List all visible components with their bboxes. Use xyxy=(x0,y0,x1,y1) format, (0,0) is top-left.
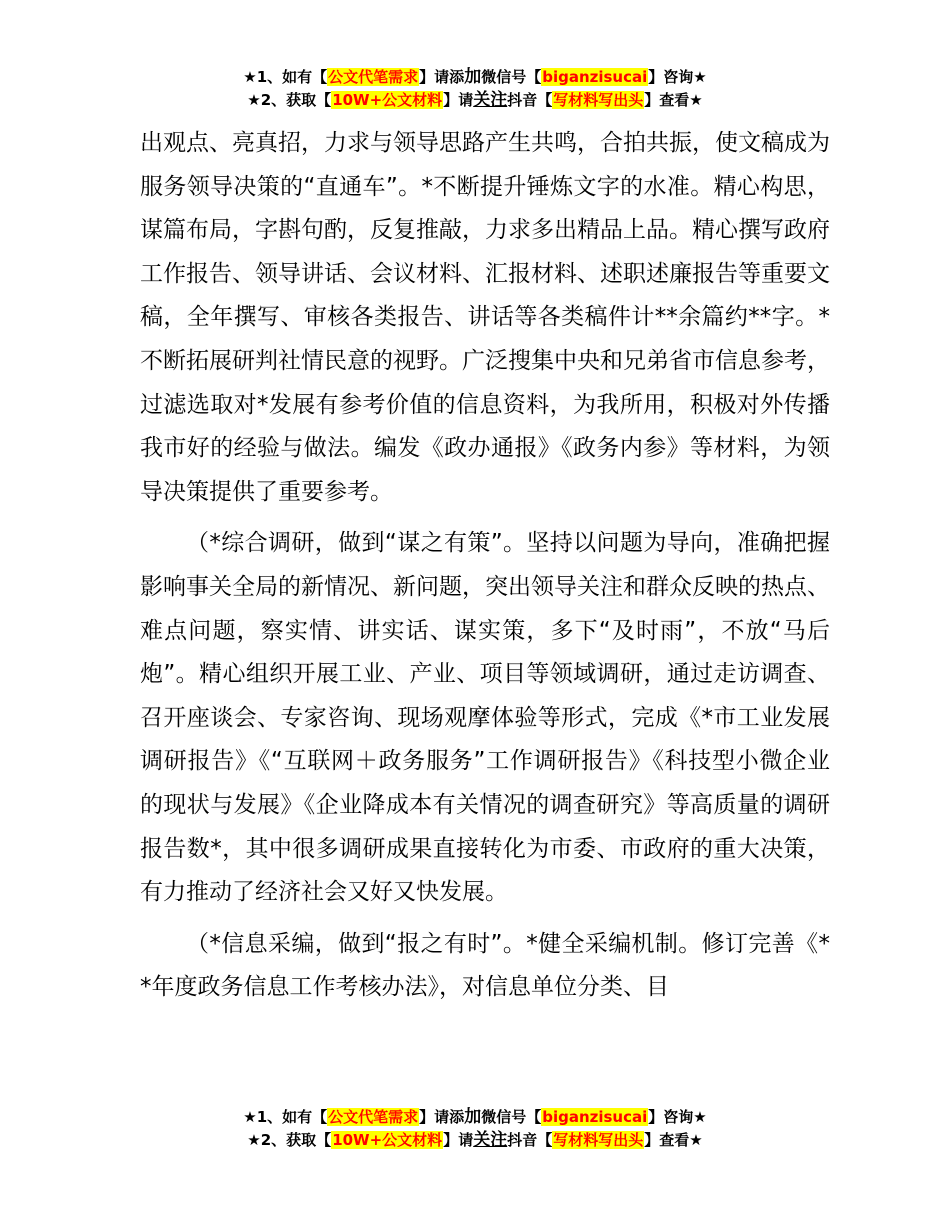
banner-line-1 xyxy=(0,1106,950,1129)
banner-text: ★2、获取【 xyxy=(247,1131,332,1149)
highlight-douyin: 写材料写出头 xyxy=(553,1131,644,1149)
banner-text: 】请 xyxy=(443,91,474,109)
banner-text: 加 xyxy=(464,1107,482,1127)
banner-text: 】查看★ xyxy=(644,1131,703,1149)
banner-text: 微信号【 xyxy=(481,68,542,86)
footer-banner xyxy=(0,1106,950,1152)
paragraph: （*信息采编，做到“报之有时”。*健全采编机制。修订完善《**年度政务信息工作考核办法》，对信息单位分类、目 xyxy=(140,930,830,1001)
highlight-wechat-id: biganzisucai xyxy=(542,68,648,86)
banner-text: 】请添 xyxy=(419,1108,465,1126)
banner-text: 】请添 xyxy=(419,68,465,86)
banner-text: 】咨询★ xyxy=(648,68,707,86)
header-banner xyxy=(0,66,950,112)
banner-text: 关注 xyxy=(473,90,508,110)
banner-text: ★1、如有【 xyxy=(243,1108,328,1126)
banner-text: 】咨询★ xyxy=(648,1108,707,1126)
paragraph: 出观点、亮真招，力求与领导思路产生共鸣，合拍共振，使文稿成为服务领导决策的“直通车”。*不断提升锤炼文字的水准。精心构思，谋篇布局，字斟句酌，反复推敲，力求多出精品上品。精心撰写政府工作报告、领导讲话、会议材料、汇报材料、述职述廉报告等重要文稿，全年撰写、审核各类报告、讲话等各类稿件计**余篇约**字。*不断拓展研判社情民意的视野。广泛搜集中央和兄弟省市信息参考，过滤选取对*发展有参考价值的信息资料，为我所用，积极对外传播我市好的经验与做法。编发《政办通报》《政务内参》等材料，为领导决策提供了重要参考。 xyxy=(140,130,830,505)
banner-line-2 xyxy=(0,89,950,112)
banner-text: 抖音【 xyxy=(507,1131,553,1149)
banner-text: 】查看★ xyxy=(644,91,703,109)
highlight-wechat-id: biganzisucai xyxy=(542,1108,648,1126)
document-body xyxy=(140,122,830,1018)
banner-text: 加 xyxy=(464,67,482,87)
banner-line-2 xyxy=(0,1129,950,1152)
banner-text: 抖音【 xyxy=(507,91,553,109)
banner-text: 关注 xyxy=(473,1130,508,1150)
highlight-service: 公文代笔需求 xyxy=(328,68,419,86)
banner-text: ★1、如有【 xyxy=(243,68,328,86)
highlight-douyin: 写材料写出头 xyxy=(553,91,644,109)
highlight-materials: 10W+公文材料 xyxy=(332,91,443,109)
banner-text: ★2、获取【 xyxy=(247,91,332,109)
highlight-service: 公文代笔需求 xyxy=(328,1108,419,1126)
banner-line-1 xyxy=(0,66,950,89)
banner-text: 】请 xyxy=(443,1131,474,1149)
paragraph: （*综合调研，做到“谋之有策”。坚持以问题为导向，准确把握影响事关全局的新情况、新问题，突出领导关注和群众反映的热点、难点问题，察实情、讲实话、谋实策，多下“及时雨”，不放“马后炮”。精心组织开展工业、产业、项目等领域调研，通过走访调查、召开座谈会、专家咨询、现场观摩体验等形式，完成《*市工业发展调研报告》《“互联网＋政务服务”工作调研报告》《科技型小微企业的现状与发展》《企业降成本有关情况的调查研究》等高质量的调研报告数*，其中很多调研成果直接转化为市委、市政府的重大决策，有力推动了经济社会又好又快发展。 xyxy=(140,530,830,906)
highlight-materials: 10W+公文材料 xyxy=(332,1131,443,1149)
banner-text: 微信号【 xyxy=(481,1108,542,1126)
